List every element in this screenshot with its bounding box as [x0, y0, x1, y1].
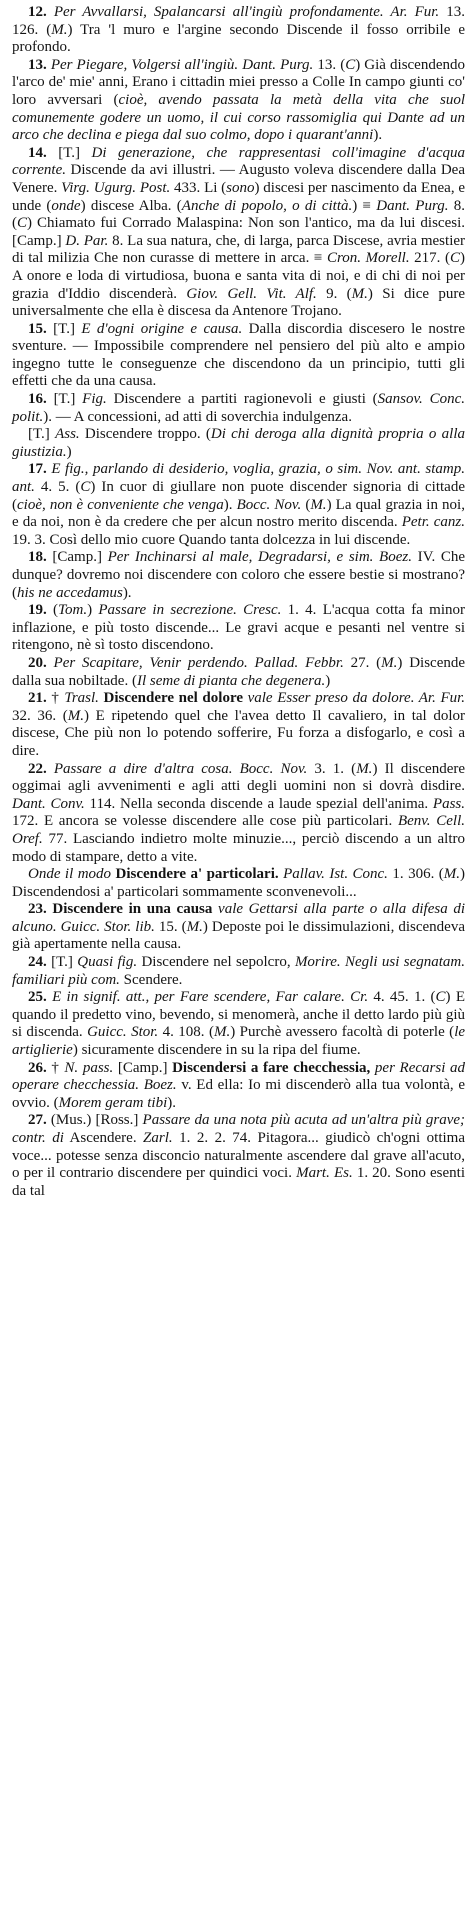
- text-run: M.: [51, 21, 68, 38]
- dictionary-sense-s17: [12, 461, 465, 549]
- text-run: 4. 108. (: [158, 1024, 214, 1041]
- text-run: †: [51, 690, 65, 707]
- text-run: his ne accedamus: [17, 584, 123, 601]
- text-run: [T.]: [53, 320, 82, 337]
- sense-number: 19.: [28, 602, 54, 619]
- text-run: cioè, avendo passata la metà della vita che suol comunemente godere un uomo, il cui corso rassomiglia qui Dante ad un arco che declina e piega dal suo colmo, dopo i quarant'anni: [12, 91, 465, 144]
- text-run: Virg. Ugurg. Post.: [61, 179, 171, 196]
- sense-number: 24.: [28, 954, 52, 971]
- text-run: Passare in secrezione. Cresc.: [98, 602, 282, 619]
- text-run: 8. La sua natura, che, di larga, parca Discese, avria mestier di tal milizia Che non curasse di mettere in arca. ≡: [12, 232, 466, 267]
- dictionary-sense-s12: [12, 4, 465, 57]
- dictionary-sense-s20: [12, 655, 465, 690]
- sense-number: 18.: [28, 549, 53, 566]
- sense-number: 23.: [28, 901, 53, 918]
- text-run: Di generazione, che rappresentasi coll'imagine d'acqua corrente.: [12, 144, 466, 179]
- sense-number: 17.: [28, 461, 52, 478]
- text-run: Onde il modo: [28, 866, 116, 883]
- text-run: 217. (: [409, 250, 450, 267]
- text-run: Zarl.: [143, 1130, 173, 1146]
- sense-number: 15.: [28, 320, 54, 337]
- text-run: ) Si dice pure universalmente che ella è discesa da Antenore Trojano.: [12, 285, 466, 320]
- text-run: Discendere a' particolari.: [115, 866, 279, 883]
- text-run: Morire. Negli usi segnatam. familiari più com.: [12, 954, 465, 988]
- text-run: [Camp.]: [113, 1059, 173, 1076]
- text-run: ) ≡: [352, 197, 377, 214]
- dictionary-sense-s19: [12, 602, 465, 655]
- dictionary-sense-s27: [12, 1112, 465, 1200]
- text-run: Il seme di pianta che degenera.: [136, 672, 326, 689]
- text-run: (: [53, 602, 59, 619]
- text-run: N. pass.: [64, 1059, 114, 1076]
- text-run: per Recarsi ad operare checchessia. Boez.: [12, 1059, 466, 1094]
- dictionary-sense-s22: [12, 761, 465, 867]
- text-run: ) Deposte poi le dissimulazioni, discendeva già apertamente nella causa.: [12, 918, 465, 953]
- text-run: ) Tra 'l muro e l'argine secondo Discende il fosso orribile e profondo.: [12, 21, 465, 56]
- text-run: ).: [167, 1094, 177, 1111]
- text-run: M.: [356, 760, 373, 777]
- text-run: Dant. Purg.: [376, 197, 449, 214]
- text-run: Discendere in una causa: [52, 901, 213, 918]
- text-run: M.: [67, 707, 85, 724]
- text-run: Ascendere.: [63, 1130, 144, 1146]
- text-run: C: [80, 479, 91, 496]
- text-run: M.: [381, 654, 398, 671]
- text-run: [T.]: [53, 391, 83, 408]
- text-run: Fig.: [82, 391, 107, 408]
- text-run: 9. (: [316, 285, 352, 302]
- text-run: le artiglierie: [12, 1024, 466, 1059]
- text-run: ) discesi per nascimento da Enea, e unde (: [12, 179, 466, 214]
- text-run: ) Già discendendo l'arco de' mie' anni, Erano i cittadin miei presso a Colle In campo giunti co' loro avversari (: [12, 56, 466, 108]
- text-run: Per Piegare, Volgersi all'ingiù. Dant. Purg.: [50, 56, 314, 73]
- text-run: C: [345, 56, 356, 73]
- text-run: ) E quando il predetto vino, bevendo, si menomerà, anche il detto lardo più giù si discenda.: [12, 989, 466, 1041]
- text-run: Discende da avi illustri. — Augusto voleva discendere dalla Dea Venere.: [12, 162, 465, 196]
- text-run: Pass.: [432, 795, 465, 812]
- text-run: ) Discende dalla sua nobiltade. (: [12, 654, 466, 689]
- sense-number: 13.: [28, 56, 51, 73]
- text-run: 13. 126. (: [12, 4, 465, 38]
- text-run: [T.]: [58, 144, 92, 161]
- text-run: ) La qual grazia in noi, e da noi, non è da credere che per alcun nostro merito discenda.: [12, 496, 465, 531]
- text-run: cioè, non è conveniente che venga: [17, 496, 224, 513]
- text-run: 15. (: [154, 918, 187, 935]
- text-run: Discendere a partiti ragionevoli e giusti (: [106, 391, 378, 408]
- text-run: Tom.: [58, 602, 88, 619]
- text-run: M.: [443, 866, 460, 883]
- text-run: Morem geram tibi: [58, 1094, 168, 1111]
- sense-number: 12.: [28, 4, 54, 20]
- text-run: Guicc. Stor.: [87, 1024, 159, 1041]
- text-run: Per Inchinarsi al male, Degradarsi, e sim. Boez.: [107, 549, 412, 566]
- sense-number: 27.: [28, 1112, 51, 1129]
- text-run: ) Discendendosi a' particolari sommamente sconvenevoli...: [12, 866, 465, 900]
- text-run: 1. 20. Sono esenti da tal: [12, 1165, 465, 1199]
- text-run: 1. 306. (: [387, 866, 444, 883]
- text-run: vale Gettarsi alla parte o alla difesa di alcuno. Guicc. Stor. lib.: [12, 901, 465, 935]
- dictionary-sense-s21: [12, 690, 465, 760]
- sense-number: 25.: [28, 989, 53, 1006]
- text-run: M.: [186, 918, 203, 935]
- dictionary-sense-s13: [12, 57, 465, 145]
- text-run: 13. (: [313, 56, 346, 73]
- dictionary-sense-s24: [12, 954, 465, 989]
- text-run: Benv. Cell. Oref.: [12, 813, 465, 847]
- text-run: C: [449, 250, 460, 267]
- text-run: [T.]: [51, 954, 78, 971]
- text-run: ): [325, 672, 331, 689]
- text-run: Discendere nel sepolcro,: [137, 954, 295, 971]
- sense-number: 21.: [28, 690, 52, 707]
- text-run: ).: [122, 584, 132, 601]
- dictionary-sense-s25: [12, 989, 465, 1059]
- text-run: v. Ed ella: Io mi discenderò alla tua volontà, e ovvio. (: [12, 1077, 466, 1111]
- text-run: Scendere.: [119, 971, 183, 988]
- text-run: ) sicuramente discendere in su la ripa del fiume.: [72, 1042, 361, 1059]
- text-run: Per Scapitare, Venir perdendo. Pallad. Febbr.: [53, 654, 344, 671]
- sense-number: 26.: [28, 1059, 52, 1076]
- text-run: 433. Li (: [170, 179, 227, 196]
- text-run: 114. Nella seconda discende a laude spezial dell'anima.: [84, 795, 433, 812]
- dictionary-sense-s14: [12, 145, 465, 321]
- text-run: ) Il discendere oggimai agli avvenimenti e agli atti degli uomini non si dovrà disdire.: [12, 760, 466, 795]
- text-run: Cron. Morell.: [326, 250, 410, 267]
- text-run: Discendere nel dolore: [103, 690, 243, 707]
- text-run: Discendersi a fare checchessia,: [172, 1059, 371, 1076]
- text-run: 19. 3. Così dello mio cuore Quando tanta dolcezza in lui discende.: [12, 531, 411, 548]
- text-run: 3. 1. (: [307, 760, 357, 777]
- sense-number: 20.: [28, 654, 54, 671]
- dictionary-sense-s16b: [12, 426, 465, 461]
- text-run: Giov. Gell. Vit. Alf.: [186, 285, 317, 302]
- text-run: Passare a dire d'altra cosa. Bocc. Nov.: [53, 760, 308, 777]
- sense-number: 22.: [28, 760, 54, 777]
- text-run: ) discese Alba. (: [80, 197, 182, 214]
- text-run: M.: [310, 496, 327, 513]
- dictionary-sense-s15: [12, 321, 465, 391]
- text-run: ) E ripetendo quel che l'avea detto Il cavaliero, in tal dolor discese, Che più non lo potendo sofferire, Fu forza a disfogarlo, e così a dire.: [12, 707, 466, 759]
- text-run: 172. E ancora se volesse discendere alle cose più particolari.: [12, 813, 398, 830]
- dictionary-sense-s22b: [12, 866, 465, 901]
- text-run: Pallav. Ist. Conc.: [283, 866, 388, 883]
- text-run: C: [17, 215, 28, 232]
- text-run: ). — A concessioni, ad atti di soverchia indulgenza.: [43, 408, 352, 425]
- text-run: Trasl.: [64, 690, 99, 707]
- text-run: ).: [223, 496, 237, 513]
- text-run: ): [66, 443, 72, 460]
- text-run: ) Chiamato fui Corrado Malaspina: Non son l'antico, ma da lui discesi. [Camp.]: [12, 215, 465, 249]
- text-run: D. Par.: [65, 232, 109, 249]
- text-run: ): [87, 602, 99, 619]
- text-run: †: [51, 1059, 65, 1076]
- text-run: vale Esser preso da dolore. Ar. Fur.: [247, 690, 466, 707]
- text-run: 1. 2. 2. 74. Pitagora... giudicò ch'ogni ottima voce... potesse senza disconcio naturalmente ascendere dal grave all'acuto, o per il contrario discendere per quindici voci.: [12, 1130, 465, 1182]
- text-run: Quasi fig.: [77, 954, 138, 971]
- text-run: 4. 5. (: [34, 479, 81, 496]
- sense-number: 16.: [28, 391, 54, 408]
- text-run: [Camp.]: [52, 549, 108, 566]
- dictionary-sense-s18: [12, 549, 465, 602]
- text-run: Passare da una nota più acuta ad un'altra più grave; contr. di: [12, 1112, 466, 1146]
- text-run: ) In cuor di giullare non puote discender signoria di cittade (: [12, 479, 465, 513]
- text-run: ) Purchè avessero facoltà di poterle (: [230, 1024, 455, 1041]
- text-run: Mart. Es.: [296, 1165, 353, 1182]
- text-run: ).: [373, 127, 383, 144]
- dictionary-sense-s23: [12, 901, 465, 954]
- text-run: Ass.: [55, 426, 80, 443]
- text-run: 1. 4. L'acqua cotta fa minor inflazione, e più tosto discende... Le gravi acque e pesanti nel ventre si ritengono, nè sì tosto discendono.: [12, 602, 466, 654]
- text-run: 8. (: [12, 197, 466, 232]
- text-run: E d'ogni origine e causa.: [81, 320, 243, 337]
- text-run: Sansov. Conc. polit.: [12, 391, 466, 425]
- dictionary-sense-s16: [12, 391, 465, 426]
- text-run: [T.]: [28, 426, 56, 443]
- text-run: 4. 45. 1. (: [368, 989, 436, 1006]
- text-run: sono: [226, 179, 255, 196]
- text-run: 27. (: [343, 654, 382, 671]
- text-run: Dalla discordia discesero le nostre sventure. — Impossibile comprendere nel pensiero del più alto e ampio ingegno tutte le conseguenze che discendono da un principio, tutti gli effetti che da una causa.: [12, 320, 465, 390]
- text-run: IV. Che dunque? dovremo noi discendere con coloro che essere bestie si mostrano? (: [12, 549, 466, 601]
- text-run: Di chi deroga alla dignità propria o alla giustizia.: [12, 426, 465, 460]
- dictionary-sense-s26: [12, 1060, 465, 1113]
- text-run: 77. Lasciando indietro molte minuzie..., perciò discendo a un altro modo di stampare, detto a vite.: [12, 830, 465, 865]
- text-run: E fig., parlando di desiderio, voglia, grazia, o sim. Nov. ant. stamp. ant.: [12, 461, 466, 496]
- text-run: Discendere troppo. (: [79, 426, 211, 443]
- text-run: (Mus.) [Ross.]: [50, 1112, 143, 1129]
- text-run: Petr. canz.: [401, 514, 465, 531]
- text-run: 32. 36. (: [12, 707, 68, 724]
- text-run: ) A onore e loda di virtudiosa, buona e santa vita di noi, e di chi di noi per grazia d'Iddio discenderà.: [12, 250, 465, 302]
- text-run: C: [435, 989, 446, 1006]
- text-run: Dant. Conv.: [12, 795, 85, 812]
- text-run: Per Avvallarsi, Spalancarsi all'ingiù profondamente. Ar. Fur.: [53, 4, 447, 20]
- text-run: Bocc. Nov.: [236, 496, 302, 513]
- text-run: E in signif. att., per Fare scendere, Far calare. Cr.: [52, 989, 369, 1006]
- text-run: Anche di popolo, o di città.: [181, 197, 353, 214]
- text-run: onde: [51, 197, 81, 214]
- text-run: M.: [351, 285, 368, 302]
- text-run: (: [301, 496, 311, 513]
- text-run: M.: [213, 1024, 231, 1041]
- sense-number: 14.: [28, 144, 59, 161]
